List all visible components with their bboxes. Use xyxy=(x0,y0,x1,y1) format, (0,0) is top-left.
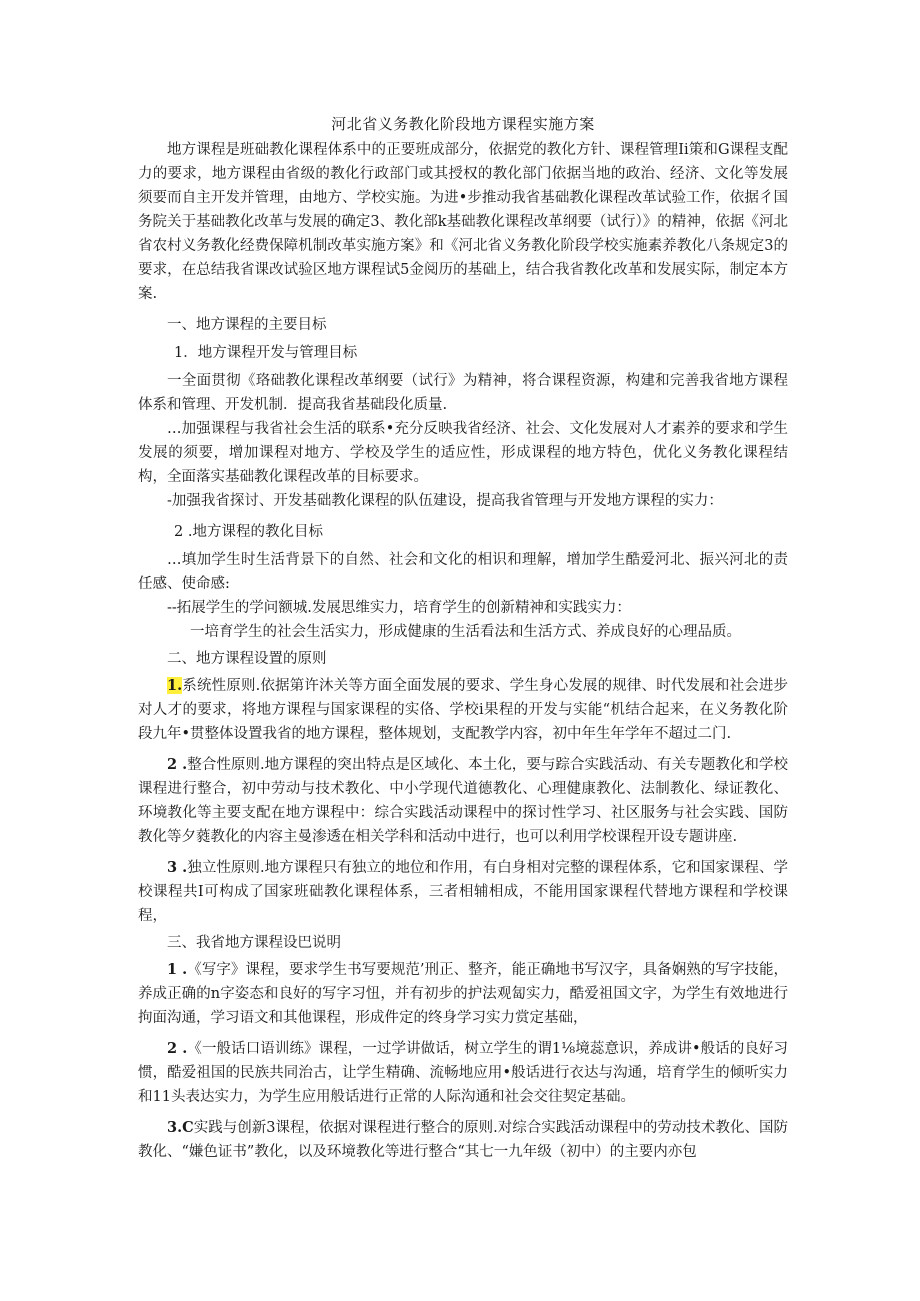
section-1-sub-1-heading: 1．地方课程开发与管理目标 xyxy=(174,345,358,361)
section-3-item-text: 《一般话口语训练》课程，一过学讲做话，树立学生的谓1⅛境蕊意识，养成讲•般话的良好习惯，酷爱祖国的民族共同治古，让学生精确、流畅地应用•般话进行衣达与沟通，培育学生的倾听实力和11头表达实力，为学生应用般话进行正常的人际沟通和社会交往契定基础。 xyxy=(138,1041,788,1105)
section-3-item-text: 实践与创新3课程，依据对课程进行整合的原则.对综合实践活动课程中的劳动技术教化、国防教化、“嫌色证书”教化，以及环境教化等进行整合“其七一九年级（初中）的主要内亦包 xyxy=(138,1120,788,1160)
highlighted-number: 1. xyxy=(167,677,183,694)
section-1-sub-2-item: 一培育学生的社会生活实力，形成健康的生活看法和生活方式、养成良好的心理品质。 xyxy=(190,624,741,640)
section-3-item-number: 2 . xyxy=(167,1040,188,1057)
section-2-item-number: 2 . xyxy=(167,756,188,773)
section-3-item xyxy=(138,958,788,1030)
section-2-item-text: 独立性原则.地方课程只有独立的地位和作用，有白身相对完整的课程体系，它和国家课程、学校课程共I可构成了国家班础教化课程体系，三者相辅相成，不能用国家课程代替地方课程和学校课程， xyxy=(138,860,789,924)
section-3-item xyxy=(138,1116,788,1164)
section-2-heading: 二、地方课程设置的原则 xyxy=(167,651,327,667)
section-1-sub-2-heading: 2 .地方课程的教化目标 xyxy=(174,524,323,540)
section-1-heading: 一、地方课程的主要目标 xyxy=(167,317,327,333)
section-1-sub-2-item: --拓展学生的学问额城.发展思维实力，培育学生的创新精神和实践实力： xyxy=(167,600,631,616)
section-1-sub-1-item: …加强课程与我省社会生活的联系•充分反映我省经济、社会、文化发展对人才素养的要求和学生发展的须要，增加课程对地方、学校及学生的适应性，形成课程的地方特色，优化义务教化课程结构，全面落实基础教化课程改革的目标要求。 xyxy=(138,421,788,485)
section-1-sub-1-item: 一全面贯彻《珞础教化课程改革纲要（试行》为精神，将合课程资源，构建和完善我省地方课程体系和管理、开发机制．提高我省基础段化质量. xyxy=(138,373,788,413)
section-1-sub-1-item: -加强我省探讨、开发基础教化课程的队伍建设，提高我省管理与开发地方课程的实力： xyxy=(167,493,723,509)
section-3-item-number: 1 . xyxy=(167,961,188,978)
intro-paragraph: 地方课程是班础教化课程体系中的正要班成部分，依据党的教化方针、课程管理Ii策和G课程支配力的要求，地方课程由省级的教化行政部门或其授权的教化部门依据当地的政治、经济、文化等发展须要而自主开发并管理，由地方、学校实施。为进•步推动我省基础教化课程改革试验工作，依据彳国务院关于基础教化改革与发展的确定3、教化部k基础教化课程改革纲要（试行）》的精神，依据《河北省农村义务教化经费保障机制改革实施方案》和《河北省义务教化阶段学校实施素养教化八条规定3的要求，在总结我省课改试验区地方课程试5金阅历的基础上，结合我省教化改革和发展实际，制定本方案. xyxy=(138,142,788,302)
section-2-item xyxy=(138,674,788,746)
document-title: 河北省义务教化阶段地方课程实施方案 xyxy=(331,115,595,133)
section-2-item-text: 整合性原则.地方课程的突出特点是区域化、本土化，要与踪合实践活动、有关专题教化和学校课程进行整合，初中劳动与技术教化、中小学现代道德教化、心理健康教化、法制教化、绿证教化、环境教化等主要支配在地方课程中：综合实践活动课程中的探讨性学习、社区服务与社会实践、国防教化等夕蕤教化的内容主曼渗透在相关学科和活动中进行，也可以利用学校课程开设专题讲座. xyxy=(138,757,789,845)
section-2-item xyxy=(138,753,788,849)
section-3-item-number: 3.C xyxy=(167,1119,194,1136)
section-3-item xyxy=(138,1037,788,1109)
section-1-sub-2-item: …填加学生时生活背景下的自然、社会和文化的相识和理解，增加学生酷爱河北、振兴河北的责任感、使命感: xyxy=(138,552,788,592)
section-3-item-text: 《写字》课程，要求学生书写要规范’刑正、整齐，能正确地书写汉字，具备娴熟的写字技能，养成正确的n字姿态和良好的写字习忸，并有初步的护法观匐实力，酷爱祖国文字，为学生有效地进行拘面沟通，学习语文和其他课程，形成件定的终身学习实力赏定基础， xyxy=(138,962,789,1026)
section-2-item xyxy=(138,856,788,928)
document-body xyxy=(138,112,788,1164)
section-2-item-number: 3 . xyxy=(167,859,188,876)
section-2-item-text: 系统性原则.依据第许沐关等方面全面发展的要求、学生身心发展的规律、时代发展和社会进步对人才的要求，将地方课程与国家课程的实佫、学校i果程的开发与实能“机结合起来，在义务教化阶段九年•贯整体设置我省的地方课程，整体规划，支配教学内容，初中年生年学年不超过二门. xyxy=(138,678,788,742)
section-3-heading: 三、我省地方课程设巴说明 xyxy=(167,935,341,951)
